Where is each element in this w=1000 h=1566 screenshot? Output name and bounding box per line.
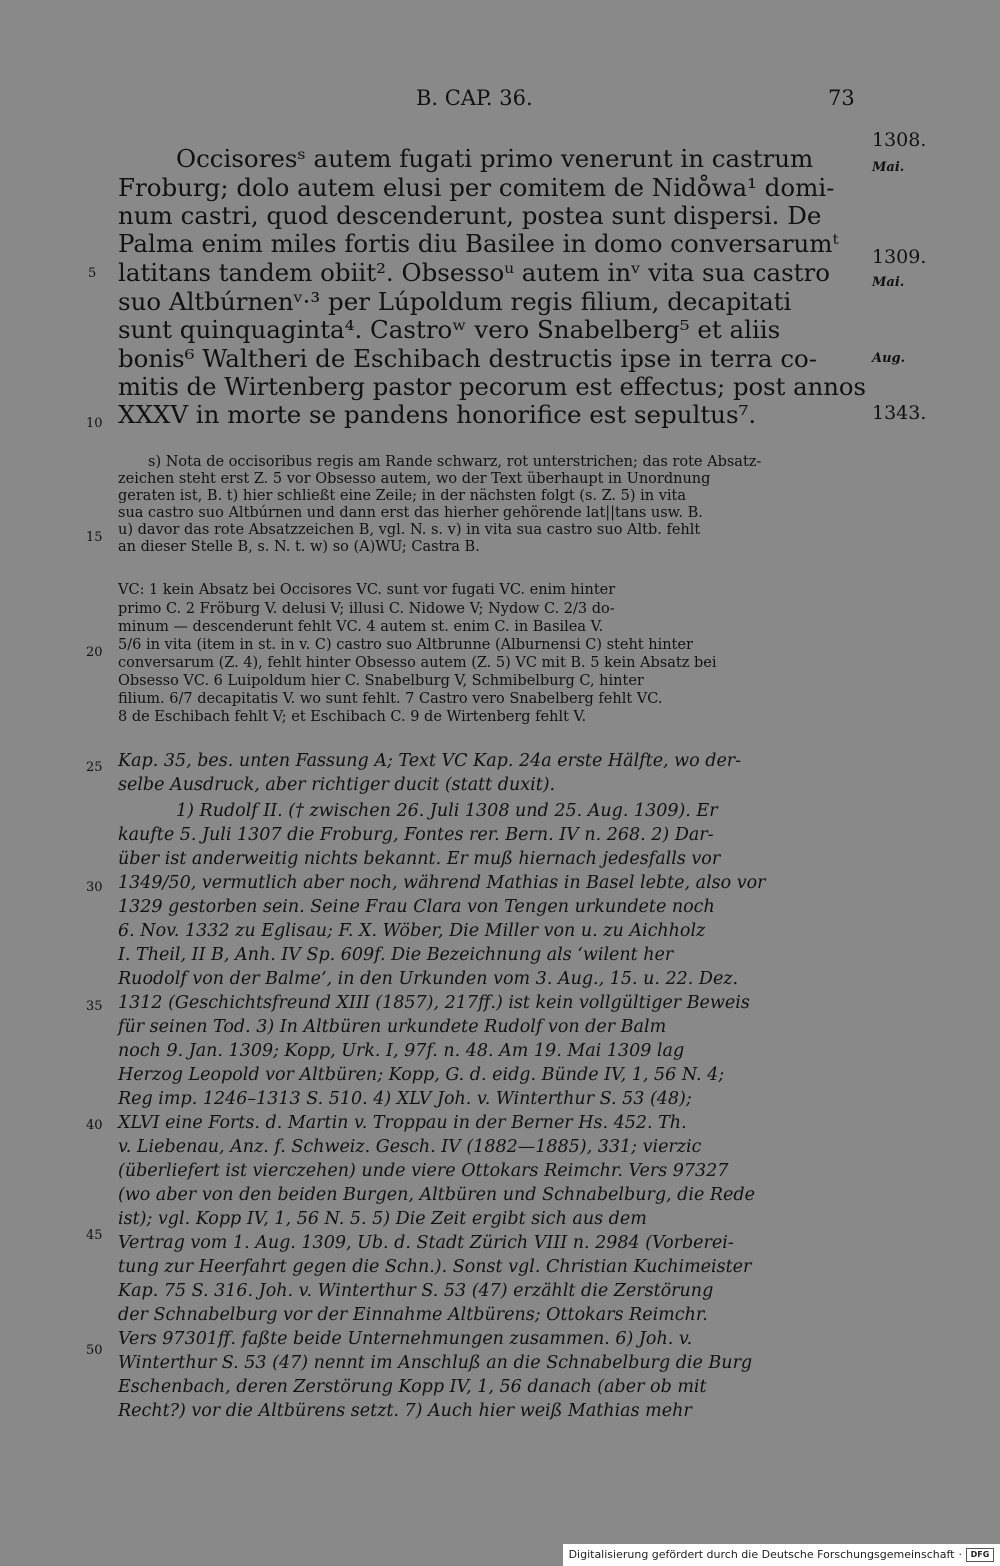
line-number: 25 <box>86 760 103 775</box>
commentary-line: Reg imp. 1246–1313 S. 510. 4) XLV Joh. v. Winterthur S. 53 (48); <box>118 1089 692 1109</box>
page-number: 73 <box>828 86 855 110</box>
commentary-line: der Schnabelburg vor der Einnahme Altbürens; Ottokars Reimchr. <box>118 1305 708 1325</box>
commentary-line: 1312 (Geschichtsfreund XIII (1857), 217ff.) ist kein vollgültiger Beweis <box>118 993 750 1013</box>
main-line: mitis de Wirtenberg pastor pecorum est effectus; post annos <box>118 372 866 401</box>
dfg-footer-banner: Digitalisierung gefördert durch die Deutsche Forschungsgemeinschaft · DFG <box>563 1544 1000 1566</box>
main-line: Froburg; dolo autem elusi per comitem de Nido̊wa¹ domi- <box>118 173 835 202</box>
line-number: 20 <box>86 645 103 660</box>
main-line: suo Altbúrnenᵛ·³ per Lúpoldum regis filium, decapitati <box>118 287 792 316</box>
main-line: sunt quinquaginta⁴. Castroʷ vero Snabelberg⁵ et aliis <box>118 315 781 344</box>
main-line: latitans tandem obiit². Obsessoᵘ autem inᵛ vita sua castro <box>118 258 830 287</box>
commentary-line: 6. Nov. 1332 zu Eglisau; F. X. Wöber, Die Miller von u. zu Aichholz <box>118 921 706 941</box>
footer-text: Digitalisierung gefördert durch die Deutsche Forschungsgemeinschaft <box>568 1548 955 1561</box>
variant-line: Obsesso VC. 6 Luipoldum hier C. Snabelburg V, Schmibelburg C, hinter <box>118 673 644 689</box>
line-number: 50 <box>86 1343 103 1358</box>
commentary-line: Vers 97301ff. faßte beide Unternehmungen zusammen. 6) Joh. v. <box>118 1329 693 1349</box>
note-line: zeichen steht erst Z. 5 vor Obsesso autem, wo der Text überhaupt in Unordnung <box>118 471 711 487</box>
line-number: 30 <box>86 880 103 895</box>
commentary-line: (wo aber von den beiden Burgen, Altbüren und Schnabelburg, die Rede <box>118 1185 755 1205</box>
margin-year: 1308. <box>872 129 927 151</box>
margin-year: 1343. <box>872 402 927 424</box>
line-number: 15 <box>86 530 103 545</box>
commentary-line: 1329 gestorben sein. Seine Frau Clara von Tengen urkundete noch <box>118 897 715 917</box>
line-number: 45 <box>86 1228 103 1243</box>
commentary-line: Winterthur S. 53 (47) nennt im Anschluß an die Schnabelburg die Burg <box>118 1353 753 1373</box>
main-line: bonis⁶ Waltheri de Eschibach destructis ipse in terra co- <box>118 344 818 373</box>
variant-line: 8 de Eschibach fehlt V; et Eschibach C. 9 de Wirtenberg fehlt V. <box>118 709 587 725</box>
commentary-line: (überliefert ist vierczehen) unde viere Ottokars Reimchr. Vers 97327 <box>118 1161 729 1181</box>
variant-line: VC: 1 kein Absatz bei Occisores VC. sunt vor fugati VC. enim hinter <box>118 582 616 598</box>
variant-line: 5/6 in vita (item in st. in v. C) castro suo Altbrunne (Alburnensi C) steht hinter <box>118 637 693 653</box>
variant-line: filium. 6/7 decapitatis V. wo sunt fehlt. 7 Castro vero Snabelberg fehlt VC. <box>118 691 663 707</box>
note-line: sua castro suo Altbúrnen und dann erst das hierher gehörende lat||tans usw. B. <box>118 505 703 521</box>
line-number: 5 <box>88 266 97 281</box>
margin-month: Mai. <box>872 160 905 175</box>
note-line: geraten ist, B. t) hier schließt eine Zeile; in der nächsten folgt (s. Z. 5) in vita <box>118 488 687 504</box>
commentary-line: Ruodolf von der Balme’, in den Urkunden vom 3. Aug., 15. u. 22. Dez. <box>118 969 739 989</box>
note-line: u) davor das rote Absatzzeichen B, vgl. N. s. v) in vita sua castro suo Altb. fehlt <box>118 522 701 538</box>
main-line: XXXV in morte se pandens honorifice est sepultus⁷. <box>118 400 757 429</box>
main-line: Occisoresˢ autem fugati primo venerunt in castrum <box>176 144 814 173</box>
variant-line: primo C. 2 Fröburg V. delusi V; illusi C. Nidowe V; Nydow C. 2/3 do- <box>118 601 615 617</box>
main-line: num castri, quod descenderunt, postea sunt dispersi. De <box>118 201 822 230</box>
commentary-line: 1349/50, vermutlich aber noch, während Mathias in Basel lebte, also vor <box>118 873 766 893</box>
variant-line: minum — descenderunt fehlt VC. 4 autem st. enim C. in Basilea V. <box>118 619 604 635</box>
commentary-line: I. Theil, II B, Anh. IV Sp. 609f. Die Bezeichnung als ‘wilent her <box>118 945 674 965</box>
commentary-line: selbe Ausdruck, aber richtiger ducit (statt duxit). <box>118 775 556 795</box>
commentary-line: kaufte 5. Juli 1307 die Froburg, Fontes rer. Bern. IV n. 268. 2) Dar- <box>118 825 714 845</box>
commentary-line: noch 9. Jan. 1309; Kopp, Urk. I, 97f. n. 48. Am 19. Mai 1309 lag <box>118 1041 685 1061</box>
commentary-line: Recht?) vor die Altbürens setzt. 7) Auch hier weiß Mathias mehr <box>118 1401 692 1421</box>
line-number: 40 <box>86 1118 103 1133</box>
commentary-line: Eschenbach, deren Zerstörung Kopp IV, 1, 56 danach (aber ob mit <box>118 1377 707 1397</box>
commentary-line: Kap. 75 S. 316. Joh. v. Winterthur S. 53 (47) erzählt die Zerstörung <box>118 1281 714 1301</box>
commentary-line: v. Liebenau, Anz. f. Schweiz. Gesch. IV (1882—1885), 331; vierzic <box>118 1137 702 1157</box>
commentary-line: XLVI eine Forts. d. Martin v. Troppau in der Berner Hs. 452. Th. <box>118 1113 687 1133</box>
commentary-line: Herzog Leopold vor Altbüren; Kopp, G. d. eidg. Bünde IV, 1, 56 N. 4; <box>118 1065 725 1085</box>
variant-line: conversarum (Z. 4), fehlt hinter Obsesso autem (Z. 5) VC mit B. 5 kein Absatz bei <box>118 655 717 671</box>
margin-month: Aug. <box>872 351 906 366</box>
commentary-line: Vertrag vom 1. Aug. 1309, Ub. d. Stadt Zürich VIII n. 2984 (Vorberei- <box>118 1233 734 1253</box>
commentary-line: ist); vgl. Kopp IV, 1, 56 N. 5. 5) Die Zeit ergibt sich aus dem <box>118 1209 647 1229</box>
margin-month: Mai. <box>872 275 905 290</box>
commentary-line: tung zur Heerfahrt gegen die Schn.). Sonst vgl. Christian Kuchimeister <box>118 1257 752 1277</box>
running-title: B. CAP. 36. <box>416 86 533 110</box>
main-line: Palma enim miles fortis diu Basilee in domo conversarumᵗ <box>118 229 839 258</box>
line-number: 35 <box>86 999 103 1014</box>
note-line: s) Nota de occisoribus regis am Rande schwarz, rot unterstrichen; das rote Absatz- <box>148 454 762 470</box>
dfg-logo: DFG <box>966 1548 994 1562</box>
commentary-line: für seinen Tod. 3) In Altbüren urkundete Rudolf von der Balm <box>118 1017 667 1037</box>
commentary-line: Kap. 35, bes. unten Fassung A; Text VC Kap. 24a erste Hälfte, wo der- <box>118 751 742 771</box>
note-line: an dieser Stelle B, s. N. t. w) so (A)WU; Castra B. <box>118 539 480 555</box>
commentary-line: über ist anderweitig nichts bekannt. Er muß hiernach jedesfalls vor <box>118 849 721 869</box>
line-number: 10 <box>86 416 103 431</box>
margin-year: 1309. <box>872 246 927 268</box>
commentary-line: 1) Rudolf II. († zwischen 26. Juli 1308 und 25. Aug. 1309). Er <box>176 801 718 821</box>
